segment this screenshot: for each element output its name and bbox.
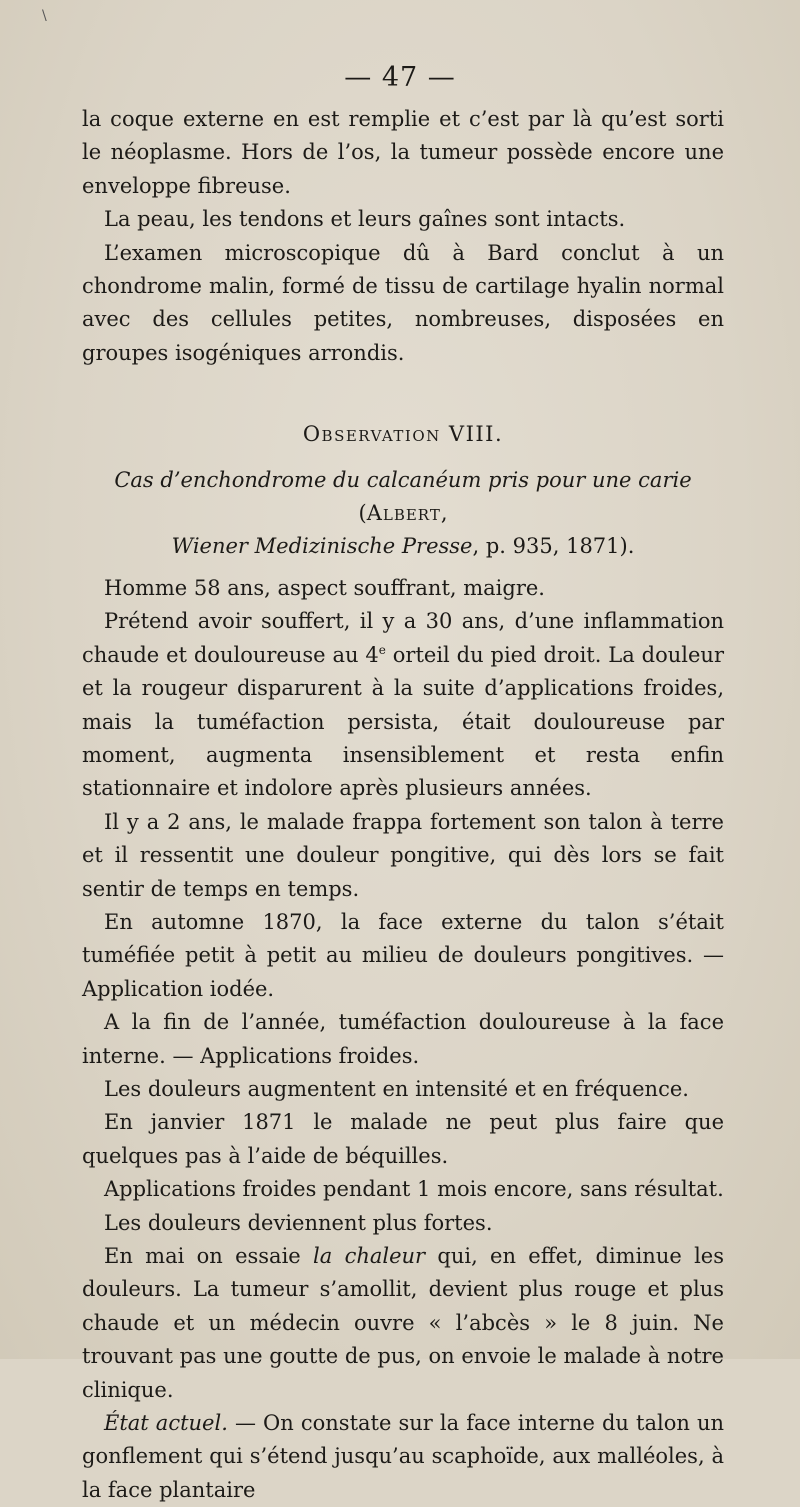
paragraph: L’examen microscopique dû à Bard conclut à un chondrome malin, formé de tissu de cartilage hyalin normal avec des cellules petites, nombreuses, disposées en groupes isogéniques arrondis.: [82, 240, 724, 365]
paragraph: Les douleurs deviennent plus fortes.: [104, 1210, 493, 1235]
paragraph: la coque externe en est remplie et c’est par là qu’est sorti le néoplasme. Hors de l’os, la tumeur possède encore une enveloppe fibreuse.: [82, 107, 724, 198]
corner-mark: \: [42, 8, 47, 24]
paragraph: En automne 1870, la face externe du talon s’était tuméfiée petit à petit au milieu de douleurs pongitives. — Application iodée.: [82, 909, 724, 1001]
paragraph: État actuel. — On constate sur la face interne du talon un gonflement qui s’étend jusqu’au scaphoïde, aux malléoles, à la face plantaire: [82, 1411, 724, 1502]
caption-title: Cas d’enchondrome du calcanéum pris pour une carie: [114, 467, 692, 492]
observation-heading: Observation VIII.: [302, 422, 504, 447]
caption-reference: , p. 935, 1871).: [472, 534, 635, 559]
paragraph: En janvier 1871 le malade ne peut plus faire que quelques pas à l’aide de béquilles.: [82, 1110, 724, 1168]
caption-journal: Wiener Medizinische Presse: [171, 534, 473, 559]
paragraph: Homme 58 ans, aspect souffrant, maigre.: [104, 575, 545, 600]
paragraph: Prétend avoir souffert, il y a 30 ans, d’une inflammation chaude et douloureuse au 4e orteil du pied droit. La douleur et la rougeur disparurent à la suite d’applications froides, mais la tuméfaction persista, était douloureuse par moment, augmenta insensiblement et resta enfin stationnaire et indolore après plusieurs années.: [82, 609, 724, 801]
paragraph: Il y a 2 ans, le malade frappa fortement son talon à terre et il ressentit une douleur pongitive, qui dès lors se fait sentir de temps en temps.: [82, 809, 724, 901]
paragraph: La peau, les tendons et leurs gaînes sont intacts.: [104, 207, 626, 232]
observation-caption: Cas d’enchondrome du calcanéum pris pour une carie (Albert, Wiener Medizinische Presse, p. 935, 1871).: [114, 467, 692, 559]
paragraph: Applications froides pendant 1 mois encore, sans résultat.: [104, 1177, 724, 1202]
paragraph: A la fin de l’année, tuméfaction douloureuse à la face interne. — Applications froides.: [82, 1010, 724, 1068]
paragraph: Les douleurs augmentent en intensité et en fréquence.: [104, 1076, 689, 1101]
page-number: — 47 —: [344, 62, 456, 93]
caption-author: Albert: [366, 501, 441, 526]
paragraph: En mai on essaie la chaleur qui, en effet, diminue les douleurs. La tumeur s’amollit, devient plus rouge et plus chaude et un médecin ouvre « l’abcès » le 8 juin. Ne trouvant pas une goutte de pus, on envoie le malade à notre clinique.: [82, 1244, 724, 1402]
body-text: [82, 103, 724, 1507]
